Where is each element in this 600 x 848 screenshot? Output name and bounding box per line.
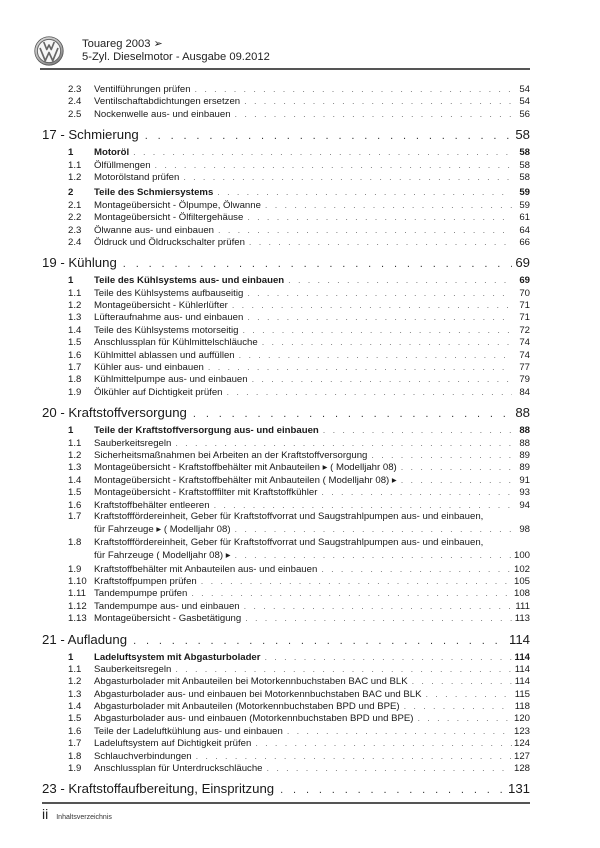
entry-page: 123	[513, 725, 530, 737]
entry-page: 114	[514, 676, 530, 688]
entry-number: 1.6	[68, 349, 82, 361]
toc-entry[interactable]	[42, 511, 530, 537]
entry-title: Ölkühler auf Dichtigkeit prüfen	[94, 386, 223, 398]
entry-title: Ölfüllmengen	[94, 159, 151, 171]
toc-chapter-21[interactable]	[42, 631, 530, 648]
entry-title: Montageübersicht - Kraftstoffbehälter mit Anbauteilen ( Modelljahr 08) ▸	[94, 474, 397, 486]
section-label: Inhaltsverzeichnis	[56, 814, 112, 821]
entry-title: Abgasturbolader mit Anbauteilen bei Motorkennbuchstaben BAC und BLK	[94, 676, 408, 688]
dot-leader	[252, 373, 512, 385]
entry-number: 1.3	[68, 312, 82, 324]
dot-leader	[287, 725, 512, 737]
entry-page: 64	[519, 224, 530, 236]
dot-leader	[401, 474, 512, 486]
entry-page: 71	[519, 312, 530, 324]
entry-number: 1	[68, 425, 74, 437]
entry-page: 58	[519, 147, 530, 159]
entry-title: Teile des Kühlsystems aufbauseitig	[94, 287, 244, 299]
document-title: Touareg 2003 ➢	[82, 38, 163, 50]
dot-leader	[235, 108, 512, 120]
entry-page: 61	[519, 212, 530, 224]
dot-leader	[243, 324, 513, 336]
dot-leader	[123, 256, 512, 273]
toc-entry[interactable]	[42, 575, 530, 587]
dot-leader	[280, 782, 506, 799]
entry-page: 58	[519, 159, 530, 171]
entry-page: 77	[519, 362, 530, 374]
entry-title-continued: für Fahrzeuge ▸ ( Modelljahr 08)	[94, 524, 231, 536]
entry-page: 98	[519, 524, 530, 536]
entry-page: 114	[514, 663, 530, 675]
chapter-19-entries	[42, 274, 530, 398]
entry-page: 69	[519, 275, 530, 287]
entry-title: Montageübersicht - Ölpumpe, Ölwanne	[94, 199, 261, 211]
entry-page: 115	[514, 688, 530, 700]
entry-title: Öldruck und Öldruckschalter prüfen	[94, 236, 245, 248]
entry-title: Lüfteraufnahme aus- und einbauen	[94, 312, 244, 324]
entry-number: 1.3	[68, 688, 82, 700]
entry-number: 2.4	[68, 96, 82, 108]
entry-title: Schlauchverbindungen	[94, 750, 192, 762]
entry-title: Sauberkeitsregeln	[94, 437, 172, 449]
toc-entry[interactable]	[42, 95, 530, 107]
toc-entry[interactable]	[42, 159, 530, 171]
dot-leader	[208, 361, 512, 373]
entry-page: 100	[513, 550, 530, 562]
entry-number: 2.3	[68, 84, 82, 95]
entry-page: 74	[519, 337, 530, 349]
entry-page: 124	[513, 738, 530, 750]
entry-number: 1.5	[68, 337, 82, 349]
header-text	[82, 38, 270, 64]
entry-page: 54	[519, 84, 530, 95]
dot-leader	[244, 95, 512, 107]
entry-number: 1.7	[68, 362, 82, 374]
entry-number: 2.2	[68, 212, 82, 224]
chapter-page: 88	[515, 405, 530, 421]
entry-number: 1.5	[68, 713, 82, 725]
entry-page: 88	[519, 425, 530, 437]
entry-title: Ölwanne aus- und einbauen	[94, 224, 215, 236]
toc-entry[interactable]	[42, 663, 530, 675]
toc-entry[interactable]	[42, 762, 530, 774]
dot-leader	[425, 688, 512, 700]
entry-number: 1.6	[68, 725, 82, 737]
toc-entry[interactable]	[42, 311, 530, 323]
toc-entry[interactable]	[42, 537, 530, 563]
entry-title: Abgasturbolader aus- und einbauen bei Motorkennbuchstaben BAC und BLK	[94, 688, 422, 700]
entry-page: 94	[519, 499, 530, 511]
entry-page: 113	[514, 613, 530, 625]
toc-section[interactable]	[42, 186, 530, 198]
dot-leader	[245, 612, 512, 624]
dot-leader	[323, 424, 512, 436]
entry-page: 120	[513, 713, 530, 725]
chapter-page: 69	[515, 255, 530, 271]
entry-number: 1.10	[68, 575, 87, 587]
dot-leader	[175, 663, 512, 675]
dot-leader	[262, 336, 512, 348]
chapter-20-entries	[42, 424, 530, 624]
toc-entry[interactable]	[42, 336, 530, 348]
toc-entry[interactable]	[42, 386, 530, 398]
dot-leader	[145, 128, 512, 145]
dot-leader	[196, 750, 512, 762]
toc-entry[interactable]	[42, 83, 530, 95]
dot-leader	[195, 83, 512, 95]
entry-number: 1.2	[68, 676, 82, 688]
entry-number: 1.7	[68, 510, 82, 522]
entry-number: 1.12	[68, 600, 87, 612]
entry-number: 1.9	[68, 763, 82, 775]
entry-title: Abgasturbolader aus- und einbauen (Motorkennbuchstaben BPD und BPE)	[94, 713, 414, 725]
dot-leader	[183, 171, 512, 183]
dot-leader	[412, 675, 512, 687]
dot-leader	[133, 146, 512, 158]
footer-divider	[42, 802, 530, 804]
entry-number: 1.6	[68, 499, 82, 511]
entry-number: 1.9	[68, 386, 82, 398]
entry-page: 118	[514, 701, 530, 713]
entry-title: Kraftstoffbehälter mit Anbauteilen aus- und einbauen	[94, 563, 318, 575]
toc-entry[interactable]	[42, 324, 530, 336]
entry-page: 70	[519, 287, 530, 299]
toc-chapter-17[interactable]	[42, 126, 530, 143]
entry-page: 54	[519, 96, 530, 108]
entry-title: Ventilschaftabdichtungen ersetzen	[94, 96, 241, 108]
chapter-title: 19 - Kühlung	[42, 255, 117, 271]
toc-entry[interactable]	[42, 712, 530, 724]
toc-entry[interactable]	[42, 600, 530, 612]
entry-number: 1.4	[68, 324, 82, 336]
dot-leader	[265, 651, 513, 663]
dot-leader	[191, 587, 512, 599]
dot-leader	[249, 236, 512, 248]
entry-number: 1	[68, 651, 74, 663]
toc-entry[interactable]	[42, 474, 530, 486]
entry-number: 1.8	[68, 536, 82, 548]
entry-number: 1.9	[68, 563, 82, 575]
toc-entry[interactable]	[42, 287, 530, 299]
toc-entry[interactable]	[42, 373, 530, 385]
entry-title: Motoröl	[94, 147, 130, 159]
entry-title: Nockenwelle aus- und einbauen	[94, 108, 231, 120]
entry-number: 1	[68, 147, 74, 159]
entry-number: 1.13	[68, 613, 87, 625]
entry-page: 56	[519, 108, 530, 120]
toc-entry[interactable]	[42, 349, 530, 361]
entry-number: 1.8	[68, 374, 82, 386]
entry-title: Ventilführungen prüfen	[94, 84, 191, 95]
dot-leader	[218, 224, 512, 236]
entry-title: Abgasturbolader mit Anbauteilen (Motorkennbuchstaben BPD und BPE)	[94, 701, 400, 713]
entry-page: 88	[519, 437, 530, 449]
entry-page: 108	[513, 588, 530, 600]
entry-number: 2.5	[68, 108, 82, 120]
toc-section[interactable]	[42, 651, 530, 663]
entry-page: 128	[513, 763, 530, 775]
toc-section[interactable]	[42, 146, 530, 158]
chapter-title: 21 - Aufladung	[42, 631, 128, 647]
entry-number: 2	[68, 187, 74, 199]
entry-page: 58	[519, 171, 530, 183]
entry-page: 89	[519, 462, 530, 474]
entry-title-continued: für Fahrzeuge ( Modelljahr 08) ▸	[94, 550, 231, 562]
toc-chapter-23[interactable]	[42, 780, 530, 797]
entry-title: Ladeluftsystem auf Dichtigkeit prüfen	[94, 738, 252, 750]
toc-entry[interactable]	[42, 563, 530, 575]
entry-number: 2.1	[68, 199, 82, 211]
dot-leader	[321, 563, 512, 575]
entry-page: 102	[513, 563, 530, 575]
toc-entry[interactable]	[42, 199, 530, 211]
dot-leader	[235, 549, 512, 561]
entry-number: 1.2	[68, 171, 82, 183]
dot-leader	[321, 486, 512, 498]
entry-number: 1.1	[68, 437, 82, 449]
entry-title: Ladeluftsystem mit Abgasturbolader	[94, 651, 261, 663]
dot-leader	[404, 700, 512, 712]
dot-leader	[288, 274, 512, 286]
entry-title: Kraftstofffördereinheit, Geber für Kraftstoffvorrat und Saugstrahlpumpen aus- und einbauen,	[94, 536, 484, 548]
entry-title: Tandempumpe prüfen	[94, 588, 188, 600]
page-number: ii	[42, 806, 49, 822]
entry-title: Kühler aus- und einbauen	[94, 362, 204, 374]
entry-body	[94, 537, 530, 563]
chapter-page: 58	[515, 127, 530, 143]
toc-entry[interactable]	[42, 499, 530, 511]
dot-leader	[155, 159, 512, 171]
entry-body	[94, 511, 530, 537]
document-subtitle: 5-Zyl. Dieselmotor - Ausgabe 09.2012	[82, 51, 270, 63]
dot-leader	[217, 186, 512, 198]
toc-entry[interactable]	[42, 361, 530, 373]
table-of-contents	[42, 83, 530, 798]
entry-page: 127	[513, 750, 530, 762]
toc-entry[interactable]	[42, 587, 530, 599]
toc-entry[interactable]	[42, 737, 530, 749]
toc-entry[interactable]	[42, 750, 530, 762]
entry-number: 1.5	[68, 487, 82, 499]
entry-title: Anschlussplan für Kühlmittelschläuche	[94, 337, 258, 349]
entry-title: Montageübersicht - Kühlerlüfter	[94, 300, 228, 312]
dot-leader	[265, 199, 512, 211]
entry-page: 59	[519, 199, 530, 211]
entry-title: Motorölstand prüfen	[94, 171, 180, 183]
entry-page: 93	[519, 487, 530, 499]
toc-entry[interactable]	[42, 449, 530, 461]
toc-entry[interactable]	[42, 236, 530, 248]
entry-page: 72	[519, 324, 530, 336]
entry-page: 89	[519, 449, 530, 461]
toc-section[interactable]	[42, 274, 530, 286]
dot-leader	[417, 712, 512, 724]
entry-page: 84	[519, 386, 530, 398]
dot-leader	[232, 299, 512, 311]
entry-number: 1.1	[68, 287, 82, 299]
toc-entry[interactable]	[42, 688, 530, 700]
toc-entry[interactable]	[42, 700, 530, 712]
entry-page: 74	[519, 349, 530, 361]
entry-title: Montageübersicht - Kraftstofffilter mit Kraftstoffkühler	[94, 487, 318, 499]
dot-leader	[201, 575, 512, 587]
entry-title: Teile des Kühlsystems aus- und einbauen	[94, 275, 285, 287]
entry-page: 111	[515, 600, 530, 612]
entry-page: 71	[519, 300, 530, 312]
entry-title: Teile der Kraftstoffversorgung aus- und einbauen	[94, 425, 319, 437]
dot-leader	[247, 311, 512, 323]
entry-title: Sicherheitsmaßnahmen bei Arbeiten an der Kraftstoffversorgung	[94, 449, 368, 461]
chapter-21-entries	[42, 651, 530, 775]
entry-page: 105	[513, 575, 530, 587]
chapter-page: 131	[507, 781, 530, 797]
entry-title: Kühlmittel ablassen und auffüllen	[94, 349, 235, 361]
dot-leader	[133, 633, 507, 650]
toc-entry[interactable]	[42, 725, 530, 737]
entry-number: 1.1	[68, 663, 82, 675]
dot-leader	[193, 406, 512, 423]
entry-number: 1.2	[68, 449, 82, 461]
page-footer	[42, 806, 112, 822]
entry-title: Kraftstoffbehälter entleeren	[94, 499, 210, 511]
dot-leader	[267, 762, 512, 774]
entry-title: Teile des Schmiersystems	[94, 187, 214, 199]
chapter-17-entries	[42, 146, 530, 248]
entry-number: 1.4	[68, 474, 82, 486]
vw-logo-icon	[34, 36, 64, 66]
toc-entry[interactable]	[42, 211, 530, 223]
chapter-title: 23 - Kraftstoffaufbereitung, Einspritzung	[42, 781, 275, 797]
toc-entry[interactable]	[42, 171, 530, 183]
dot-leader	[255, 737, 512, 749]
entry-number: 2.4	[68, 236, 82, 248]
entry-title: Teile des Kühlsystems motorseitig	[94, 324, 239, 336]
entry-title: Teile der Ladeluftkühlung aus- und einbauen	[94, 725, 283, 737]
entry-number: 1.2	[68, 300, 82, 312]
toc-entry[interactable]	[42, 461, 530, 473]
toc-chapter-19[interactable]	[42, 254, 530, 271]
header-divider	[40, 68, 530, 70]
dot-leader	[247, 287, 512, 299]
entry-title: Montageübersicht - Ölfiltergehäuse	[94, 212, 244, 224]
toc-entry[interactable]	[42, 612, 530, 624]
entry-number: 1.3	[68, 462, 82, 474]
dot-leader	[247, 211, 512, 223]
entry-number: 1.11	[68, 588, 86, 600]
toc-entry[interactable]	[42, 437, 530, 449]
toc-entry[interactable]	[42, 675, 530, 687]
entry-number: 1.7	[68, 738, 82, 750]
entry-number: 1.1	[68, 159, 82, 171]
chapter-page: 114	[508, 631, 530, 647]
toc-chapter-20[interactable]	[42, 404, 530, 421]
entry-title: Kraftstofffördereinheit, Geber für Kraftstoffvorrat und Saugstrahlpumpen aus- und einbauen,	[94, 510, 484, 522]
entry-number: 2.3	[68, 224, 82, 236]
dot-leader	[235, 523, 512, 535]
entry-title: Tandempumpe aus- und einbauen	[94, 600, 240, 612]
dot-leader	[175, 437, 512, 449]
entry-title: Kraftstoffpumpen prüfen	[94, 575, 197, 587]
entry-number: 1.8	[68, 750, 82, 762]
dot-leader	[227, 386, 512, 398]
entry-page: 66	[519, 236, 530, 248]
entry-title-continued-line	[94, 523, 530, 536]
entry-number: 1.4	[68, 701, 82, 713]
dot-leader	[371, 449, 512, 461]
chapter-title: 20 - Kraftstoffversorgung	[42, 405, 187, 421]
dot-leader	[239, 349, 512, 361]
entry-page: 91	[519, 474, 530, 486]
entry-number: 1	[68, 275, 74, 287]
entry-page: 59	[519, 187, 530, 199]
entry-title: Sauberkeitsregeln	[94, 663, 172, 675]
entry-title: Anschlussplan für Unterdruckschläuche	[94, 763, 263, 775]
dot-leader	[214, 499, 512, 511]
dot-leader	[401, 461, 512, 473]
toc-section[interactable]	[42, 424, 530, 436]
toc-entry[interactable]	[42, 108, 530, 120]
dot-leader	[244, 600, 512, 612]
entry-title-continued-line	[94, 549, 530, 562]
toc-entry[interactable]	[42, 224, 530, 236]
entry-page: 79	[519, 374, 530, 386]
chapter-title: 17 - Schmierung	[42, 127, 139, 143]
page-header	[40, 34, 530, 70]
entry-page: 114	[514, 651, 530, 663]
toc-entry[interactable]	[42, 299, 530, 311]
entry-title: Montageübersicht - Kraftstoffbehälter mit Anbauteilen ▸ ( Modelljahr 08)	[94, 462, 397, 474]
entry-title: Kühlmittelpumpe aus- und einbauen	[94, 374, 248, 386]
entry-title: Montageübersicht - Gasbetätigung	[94, 613, 242, 625]
toc-entry[interactable]	[42, 486, 530, 498]
